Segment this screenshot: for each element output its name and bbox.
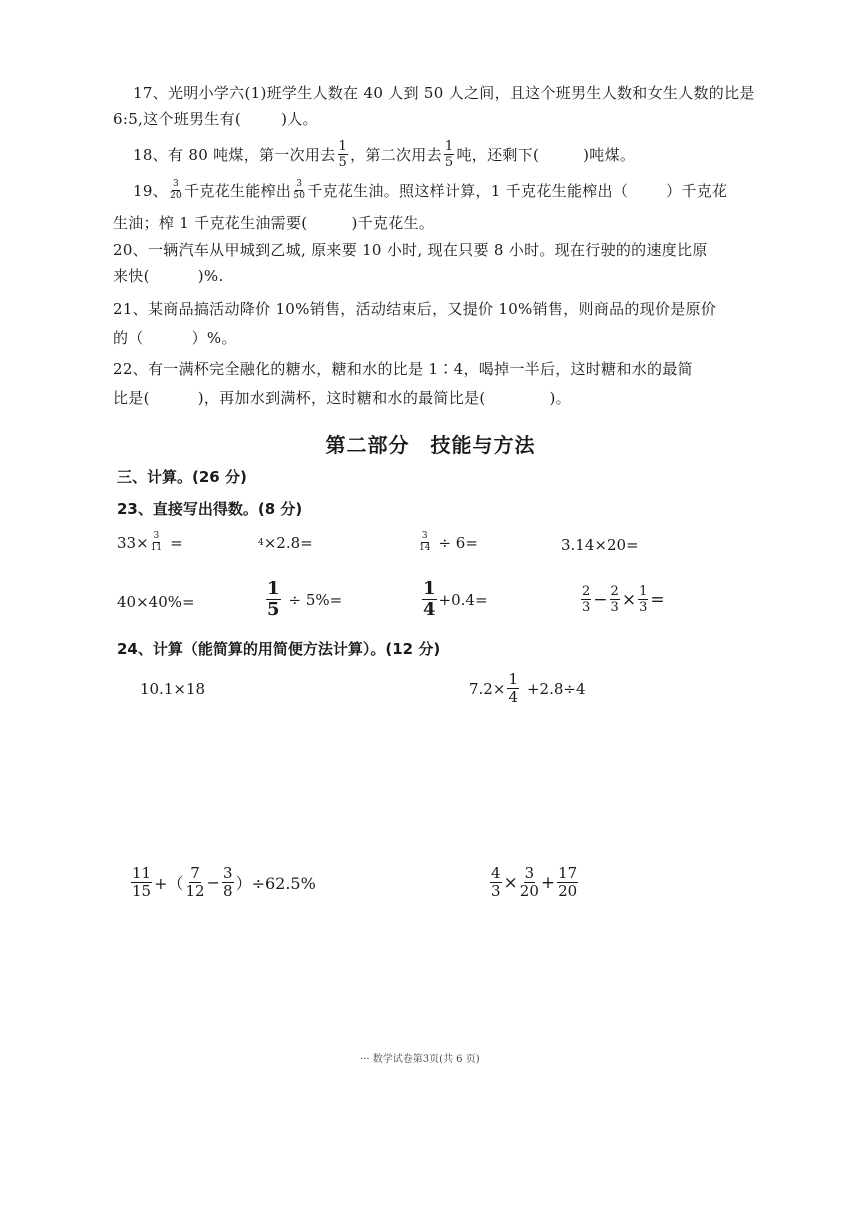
q23-item-5: 40×40%= xyxy=(117,593,195,611)
q17-text-b: )人。 xyxy=(281,110,318,128)
q19-line2 xyxy=(113,212,434,233)
q23-item-6-fraction: $\frac{1}{5}$ xyxy=(267,578,280,620)
q18-line xyxy=(133,140,635,169)
q17-line1: 17、光明小学六(1)班学生人数在 40 人到 50 人之间，且这个班男生人数和女生人数的比是 xyxy=(133,84,755,102)
q19-text-d: 生油；榨 1 千克花生油需要( xyxy=(113,214,308,232)
q23-item-2: 4 ×2.8= xyxy=(258,534,313,552)
q23-item-1-fraction: $\frac{3}{11}$ xyxy=(150,531,163,553)
q23-item-8: $\frac{2}{3}$ − $\frac{2}{3}$ × $\frac{1}{3}$ = xyxy=(582,584,665,615)
q24-expression-4: $\frac{4}{3}$ × $\frac{3}{20}$ + $\frac{17}{20}$ xyxy=(491,864,578,900)
q20-line2 xyxy=(113,265,224,286)
q19-number: 19、 xyxy=(133,182,168,200)
q22-text-a: 比是( xyxy=(113,389,150,407)
q21-text-b: ）%。 xyxy=(191,329,237,347)
q24-expression-2: 7.2× $\frac{1}{4}$ +2.8÷4 xyxy=(469,670,586,706)
q18-text-d: )吨煤。 xyxy=(583,146,636,164)
q24-expression-1: 10.1×18 xyxy=(140,680,206,698)
q22-text-b: )，再加水到满杯，这时糖和水的最简比是( xyxy=(197,389,486,407)
question-24-heading: 24、计算（能简算的用简便方法计算）。(12 分) xyxy=(117,640,441,658)
q21-line2 xyxy=(113,327,237,348)
question-23-heading: 23、直接写出得数。(8 分) xyxy=(117,500,303,518)
section-title: 第二部分 技能与方法 xyxy=(325,433,536,457)
page-footer: ··· 数学试卷第3页(共 6 页) xyxy=(360,1054,480,1065)
q19-fraction-2: $\frac{3}{50}$ xyxy=(293,179,306,201)
q18-text-b: ，第二次用去 xyxy=(350,146,442,164)
q20-line1: 20、一辆汽车从甲城到乙城, 原来要 10 小时, 现在只要 8 小时。现在行驶的的速度比原 xyxy=(113,241,708,259)
q19-text-b: 千克花生油。照这样计算，1 千克花生能榨出（ xyxy=(307,182,629,200)
q18-fraction-2: $\frac{1}{5}$ xyxy=(444,139,454,170)
q23-item-6: $\frac{1}{5}$ ÷ 5%= xyxy=(267,578,343,620)
q23-item-7: $\frac{1}{4}$ +0.4= xyxy=(423,578,488,620)
q22-text-c: )。 xyxy=(549,389,571,407)
q22-line2 xyxy=(113,387,571,408)
q23-item-3-fraction: $\frac{3}{14}$ xyxy=(419,531,431,553)
q18-text-c: 吨，还剩下( xyxy=(456,146,540,164)
section-3-heading: 三、计算。(26 分) xyxy=(117,468,247,486)
q24-expression-3: $\frac{11}{15}$ +（ $\frac{7}{12}$ − $\frac{3}{8}$ ）÷62.5% xyxy=(132,864,316,900)
q21-text-a: 的（ xyxy=(113,329,144,347)
q19-fraction-1: $\frac{3}{20}$ xyxy=(170,179,183,201)
q17-line2 xyxy=(113,108,318,129)
q23-item-3: $\frac{3}{14}$ ÷ 6= xyxy=(419,531,478,553)
q19-text-a: 千克花生能榨出 xyxy=(184,182,292,200)
q22-line1: 22、有一满杯完全融化的糖水，糖和水的比是 1∶4，喝掉一半后，这时糖和水的最简 xyxy=(113,360,693,378)
q23-item-4: 3.14×20= xyxy=(561,536,639,554)
q19-line1 xyxy=(133,180,727,201)
q20-text-a: 来快( xyxy=(113,267,150,285)
q18-text-a: 18、有 80 吨煤，第一次用去 xyxy=(133,146,336,164)
q21-line1: 21、某商品搞活动降价 10%销售，活动结束后，又提价 10%销售，则商品的现价是原价 xyxy=(113,300,717,318)
q19-text-e: )千克花生。 xyxy=(351,214,435,232)
q17-text-a: 6:5,这个班男生有( xyxy=(113,110,242,128)
q19-text-c: ）千克花 xyxy=(666,182,728,200)
q20-text-b: )%. xyxy=(197,267,224,285)
q23-item-1: 33× $\frac{3}{11}$ = xyxy=(117,531,183,553)
q18-fraction-1: $\frac{1}{5}$ xyxy=(338,139,348,170)
q23-item-7-fraction: $\frac{1}{4}$ xyxy=(423,578,436,620)
